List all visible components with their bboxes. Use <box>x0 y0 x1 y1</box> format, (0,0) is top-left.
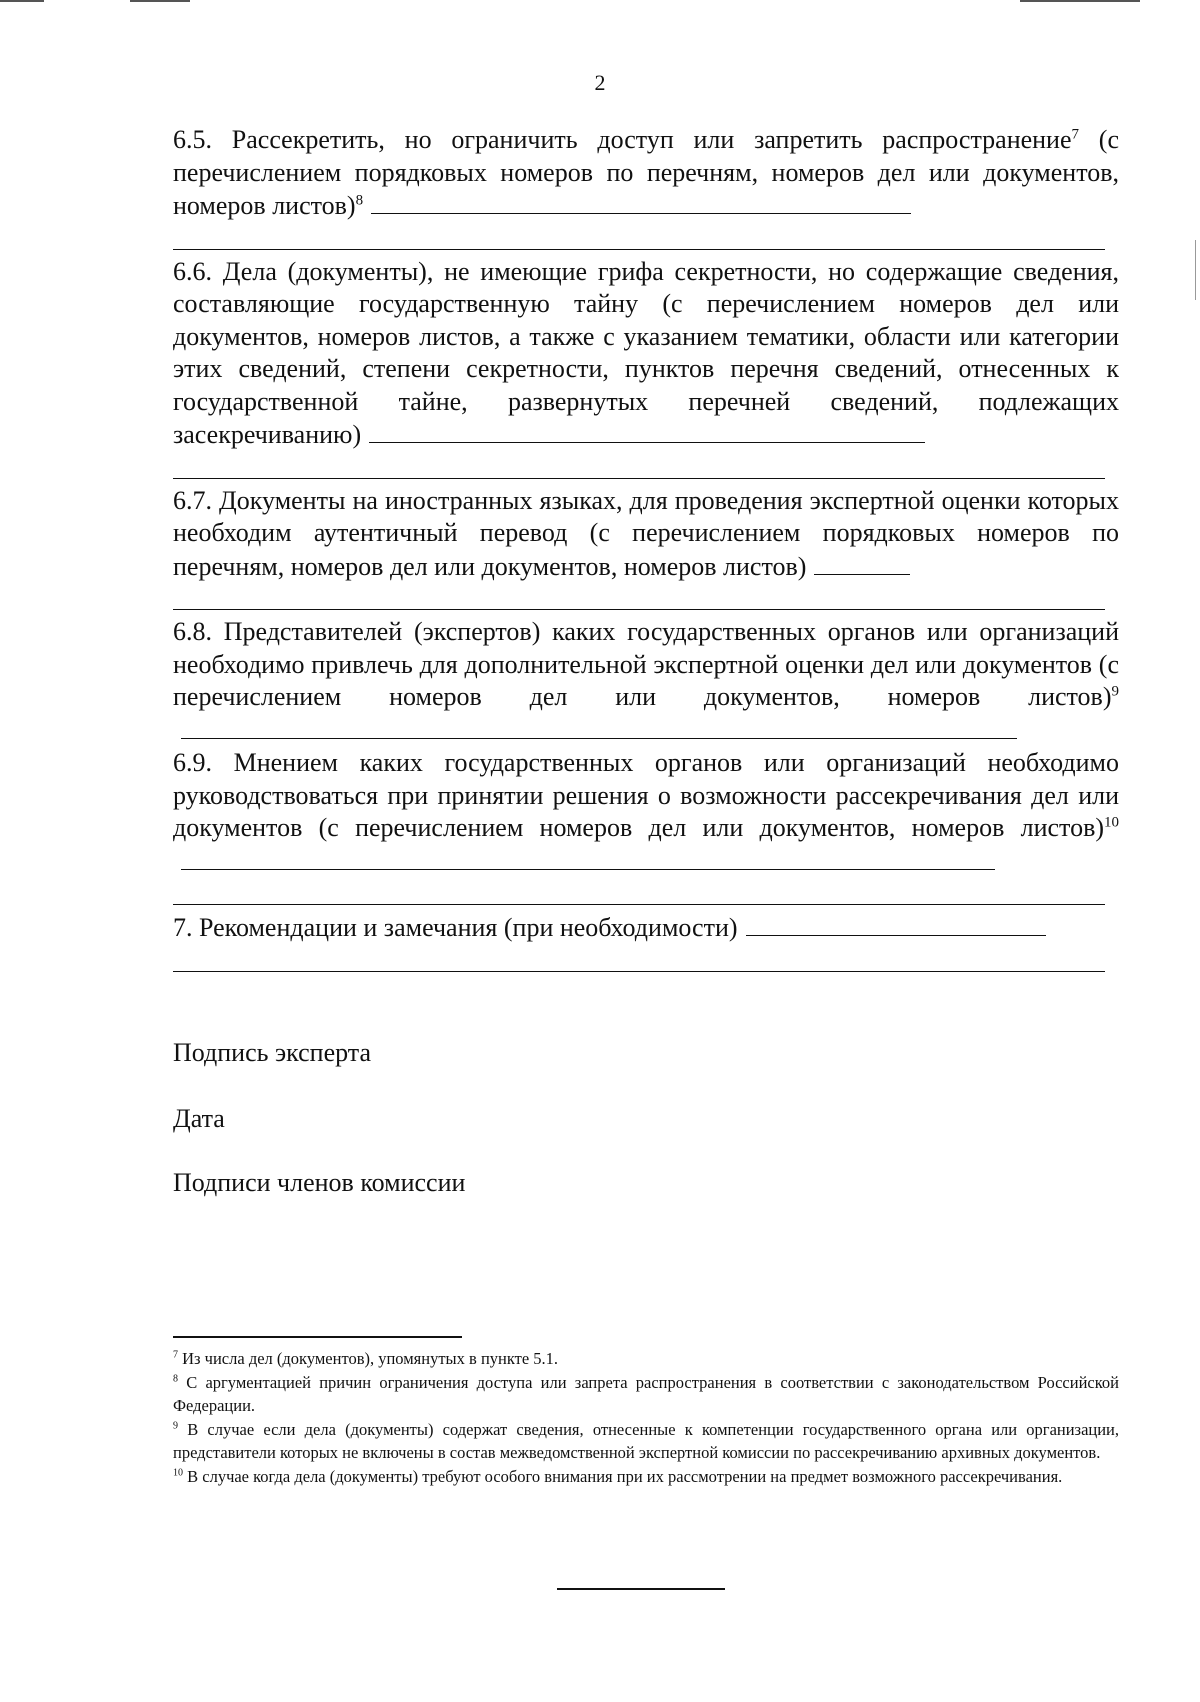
footnote-9-text: В случае если дела (документы) содержат сведения, отнесенные к компетенции государственного органа или организации, представители которых не включены в состав межведомственной экспертной комиссии по рассекречиванию архивных документов. <box>173 1419 1120 1462</box>
expert-signature-label: Подпись эксперта <box>173 1038 371 1067</box>
footnote-9 <box>173 1418 1119 1465</box>
footnote-10 <box>173 1465 1119 1489</box>
scan-edge-mark-right <box>1020 0 1140 2</box>
section-6-5-text-continued: (с перечислением порядковых номеров по перечням, номеров дел или документов, номеров листов) <box>173 125 1119 220</box>
answer-line-6-9-extra[interactable] <box>173 904 1105 905</box>
footnote-ref-7: 7 <box>1071 126 1080 143</box>
answer-line-6-6-extra[interactable] <box>173 478 1105 479</box>
footnote-ref-10: 10 <box>1104 814 1119 831</box>
section-6-6 <box>173 256 1119 452</box>
page-number: 2 <box>594 70 606 95</box>
footnote-ref-8: 8 <box>355 192 364 209</box>
section-6-9-text: 6.9. Мнением каких государственных органов или организаций необходимо руководствоваться при принятии решения о возможности рассекречивания дел или документов (с перечислением номеров дел или документов, номеров листов) <box>173 748 1119 842</box>
footnote-7 <box>173 1347 1119 1371</box>
answer-line-6-7[interactable] <box>814 550 910 575</box>
scan-edge-mark-side <box>1195 240 1196 300</box>
section-6-7 <box>173 485 1119 584</box>
footnote-9-number: 9 <box>173 1420 178 1431</box>
footnote-8-text: С аргументацией причин ограничения доступа или запрета распространения в соответствии с законодательством Российской Федерации. <box>173 1372 1119 1415</box>
answer-line-6-7-extra[interactable] <box>173 609 1105 610</box>
footnote-ref-9: 9 <box>1111 683 1119 700</box>
answer-line-7[interactable] <box>746 911 1046 936</box>
footnote-8 <box>173 1371 1119 1418</box>
section-6-9 <box>173 747 1119 878</box>
footnote-7-number: 7 <box>173 1349 178 1361</box>
footnote-10-number: 10 <box>173 1467 183 1478</box>
commission-signatures-label: Подписи членов комиссии <box>173 1168 466 1197</box>
answer-line-6-5[interactable] <box>371 189 911 214</box>
section-6-8 <box>173 616 1119 747</box>
section-6-5-text: 6.5. Рассекретить, но ограничить доступ или запретить распространение <box>173 125 1072 154</box>
section-6-7-text: 6.7. Документы на иностранных языках, для проведения экспертной оценки которых необходим аутентичный перевод (с перечислением порядковых номеров по перечням, номеров дел или документов, номеров листов) <box>173 485 1119 581</box>
section-6-6-text: 6.6. Дела (документы), не имеющие грифа секретности, но содержащие сведения, составляющие государственную тайну (с перечислением номеров дел или документов, номеров листов, а также с указанием тематики, области или категории этих сведений, степени секретности, пунктов перечня сведений, отнесенных к государственной тайне, развернутых перечней сведений, подлежащих засекречиванию) <box>173 256 1119 449</box>
section-6-5 <box>173 124 1119 223</box>
document-body <box>173 124 1119 978</box>
date-label: Дата <box>173 1104 225 1133</box>
answer-line-6-5-extra[interactable] <box>173 249 1105 250</box>
section-7-text: 7. Рекомендации и замечания (при необходимости) <box>173 913 738 942</box>
answer-line-6-6[interactable] <box>369 418 925 443</box>
answer-line-7-extra[interactable] <box>173 971 1105 972</box>
footnote-8-number: 8 <box>173 1373 178 1384</box>
scan-edge-mark-center <box>130 0 190 2</box>
scan-edge-mark-left <box>0 0 44 2</box>
section-6-8-text: 6.8. Представителей (экспертов) каких государственных органов или организаций необходимо привлечь для дополнительной экспертной оценки дел или документов (с перечислением номеров дел или документов, номеров листов) <box>173 617 1119 711</box>
footnote-10-text: В случае когда дела (документы) требуют особого внимания при их рассмотрении на предмет возможного рассекречивания. <box>187 1466 1063 1486</box>
footnotes <box>173 1347 1119 1488</box>
footnote-7-text: Из числа дел (документов), упомянутых в пункте 5.1. <box>182 1349 559 1368</box>
answer-line-6-9[interactable] <box>181 845 995 870</box>
answer-line-6-8[interactable] <box>181 714 1017 739</box>
footnote-separator <box>173 1336 462 1338</box>
page-end-rule <box>557 1588 725 1590</box>
section-7 <box>173 911 1119 945</box>
